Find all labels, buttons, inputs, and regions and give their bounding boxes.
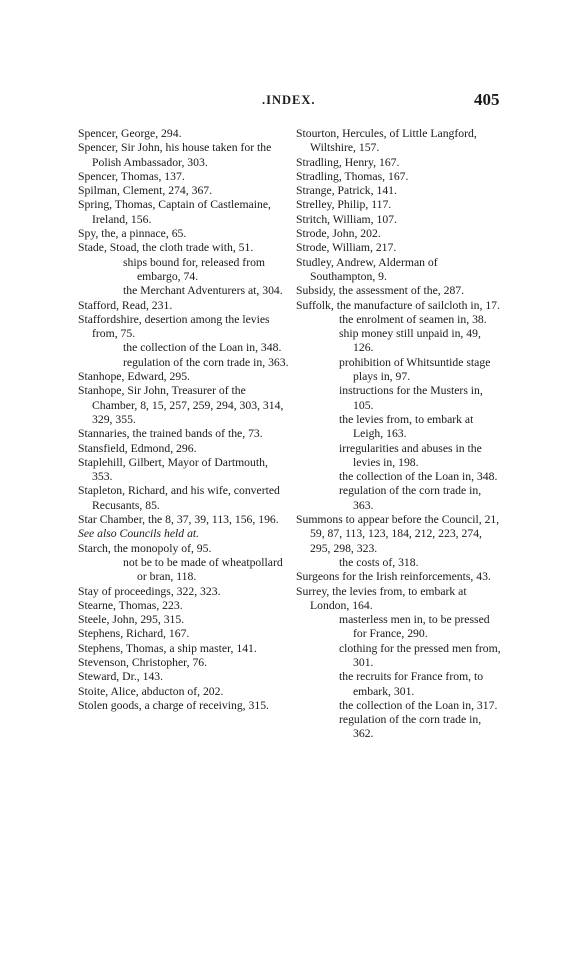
index-column-left xyxy=(78,127,290,713)
index-entry: Strode, John, 202. xyxy=(296,227,381,241)
index-entry: Suffolk, the manufacture of sailcloth in, 17. xyxy=(296,298,500,312)
index-subentry: regulation of the corn trade in, 362. xyxy=(339,713,482,741)
index-subentry: regulation of the corn trade in, 363. xyxy=(123,355,289,369)
index-entry: Stoite, Alice, abducton of, 202. xyxy=(78,684,224,698)
index-subentry: instructions for the Musters in, 105. xyxy=(339,384,483,412)
index-subentry: the costs of, 318. xyxy=(339,555,419,569)
index-entry: Steward, Dr., 143. xyxy=(78,670,164,684)
index-entry: Steele, John, 295, 315. xyxy=(78,613,185,627)
index-entry: Spencer, Thomas, 137. xyxy=(78,169,185,183)
running-head: .INDEX. xyxy=(262,93,316,107)
index-entry: Stourton, Hercules, of Little Langford, Wiltshire, 157. xyxy=(296,127,477,155)
index-subentry: irregularities and abuses in the levies in, 198. xyxy=(339,441,482,469)
index-entry: Star Chamber, the 8, 37, 39, 113, 156, 196. xyxy=(78,513,279,527)
index-subentry: the collection of the Loan in, 317. xyxy=(339,698,498,712)
index-entry: Spencer, Sir John, his house taken for the Polish Ambassador, 303. xyxy=(78,141,272,169)
index-entry: Staplehill, Gilbert, Mayor of Dartmouth, 353. xyxy=(78,455,268,484)
index-entry: Spring, Thomas, Captain of Castlemaine, Ireland, 156. xyxy=(78,198,271,226)
index-entry: Stolen goods, a charge of receiving, 315. xyxy=(78,698,269,712)
index-subentry: regulation of the corn trade in, 363. xyxy=(339,484,482,512)
index-entry: Stannaries, the trained bands of the, 73. xyxy=(78,427,263,441)
index-entry: Stanhope, Edward, 295. xyxy=(78,370,190,384)
page-number: 405 xyxy=(474,90,500,109)
index-entry: Stevenson, Christopher, 76. xyxy=(78,655,208,669)
index-subentry: clothing for the pressed men from, 301. xyxy=(339,641,501,669)
index-entry: Stradling, Henry, 167. xyxy=(296,155,400,169)
index-entry: Stephens, Richard, 167. xyxy=(78,627,190,641)
page-header xyxy=(0,90,567,113)
index-entry: Spy, the, a pinnace, 65. xyxy=(78,227,187,241)
index-subentry: not be to be made of wheatpollard or bran, 118. xyxy=(123,555,283,584)
index-entry: Subsidy, the assessment of the, 287. xyxy=(296,284,465,298)
index-entry: Spilman, Clement, 274, 367. xyxy=(78,184,213,198)
index-entry: Surgeons for the Irish reinforcements, 43. xyxy=(296,570,491,584)
index-entry: Stearne, Thomas, 223. xyxy=(78,598,183,612)
index-subentry: the levies from, to embark at Leigh, 163. xyxy=(339,412,474,441)
index-subentry: the enrolment of seamen in, 38. xyxy=(339,312,487,326)
index-entry: Summons to appear before the Council, 21, 59, 87, 113, 123, 184, 212, 223, 274, 295, 298, 323. xyxy=(296,513,500,555)
index-entry: Stradling, Thomas, 167. xyxy=(296,169,409,183)
index-entry: Staffordshire, desertion among the levies from, 75. xyxy=(78,312,270,341)
index-entry: Stephens, Thomas, a ship master, 141. xyxy=(78,641,257,655)
index-subentry: prohibition of Whitsuntide stage plays in, 97. xyxy=(339,355,491,384)
index-entry: Stay of proceedings, 322, 323. xyxy=(78,584,221,598)
index-entry: Strange, Patrick, 141. xyxy=(296,184,397,198)
index-entry: See also Councils held at. xyxy=(78,527,200,541)
index-entry: Studley, Andrew, Alderman of Southampton, 9. xyxy=(296,255,438,283)
index-subentry: ship money still unpaid in, 49, 126. xyxy=(339,327,481,355)
index-entry: Stade, Stoad, the cloth trade with, 51. xyxy=(78,241,254,255)
index-entry: Spencer, George, 294. xyxy=(78,127,182,140)
index-subentry: ships bound for, released from embargo, 74. xyxy=(123,255,266,283)
index-entry: Strelley, Philip, 117. xyxy=(296,198,392,212)
index-entry: Stafford, Read, 231. xyxy=(78,298,173,312)
index-subentry: the collection of the Loan in, 348. xyxy=(339,470,498,484)
index-entry: Stanhope, Sir John, Treasurer of the Chamber, 8, 15, 257, 259, 294, 303, 314, 329, 355. xyxy=(78,384,284,426)
index-entry: Stapleton, Richard, and his wife, converted Recusants, 85. xyxy=(78,484,280,512)
index-subentry: masterless men in, to be pressed for France, 290. xyxy=(339,613,490,641)
index-subentry: the Merchant Adventurers at, 304. xyxy=(123,284,283,298)
index-entry: Starch, the monopoly of, 95. xyxy=(78,541,212,555)
index-column-right xyxy=(296,127,502,742)
index-subentry: the collection of the Loan in, 348. xyxy=(123,341,282,355)
index-subentry: the recruits for France from, to embark, 301. xyxy=(339,670,484,698)
index-entry: Strode, William, 217. xyxy=(296,241,397,255)
index-entry: Stansfield, Edmond, 296. xyxy=(78,441,197,455)
index-entry: Surrey, the levies from, to embark at London, 164. xyxy=(296,584,467,612)
index-entry: Stritch, William, 107. xyxy=(296,212,397,226)
